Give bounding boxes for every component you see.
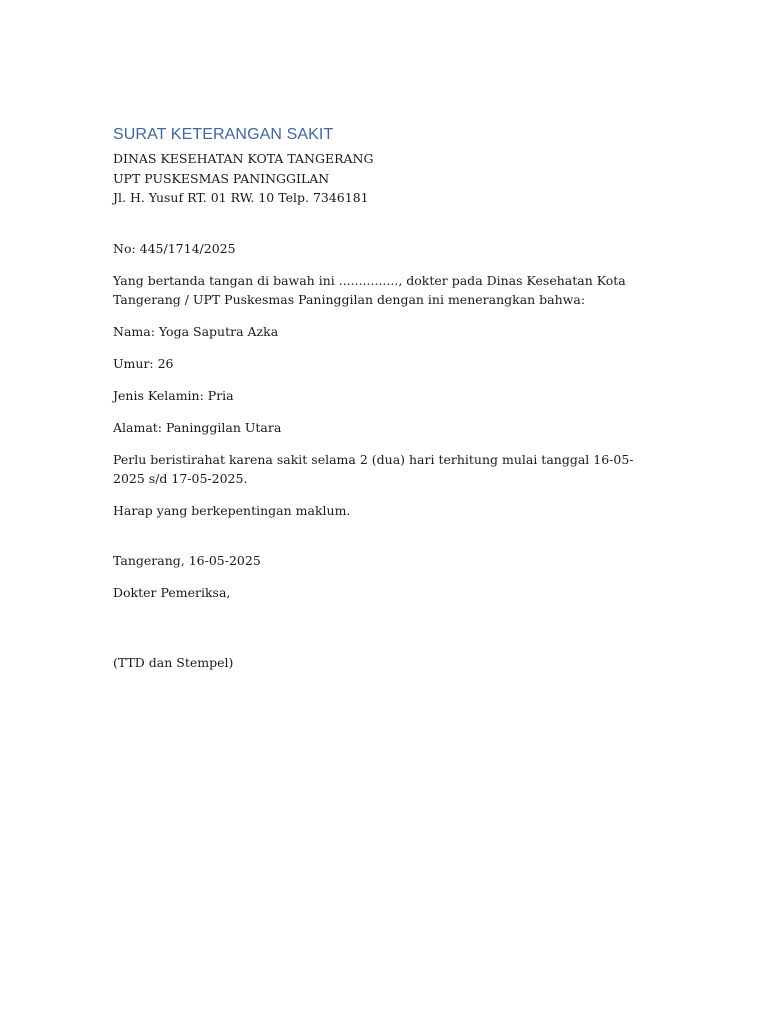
signer-title: Dokter Pemeriksa, [113, 584, 231, 600]
signature-stamp-note: (TTD dan Stempel) [113, 654, 234, 670]
letterhead-address: Jl. H. Yusuf RT. 01 RW. 10 Telp. 7346181 [113, 190, 369, 205]
sick-leave-statement: Perlu beristirahat karena sakit selama 2 (dua) hari terhitung mulai tanggal 16-05-2025 s/d 17-05-2025. [113, 451, 634, 486]
letterhead-agency: DINAS KESEHATAN KOTA TANGERANG [113, 151, 374, 166]
field-umur-value: 26 [157, 355, 174, 371]
field-alamat-label: Alamat: [113, 419, 166, 435]
field-umur [113, 354, 658, 373]
intro-paragraph: Yang bertanda tangan di bawah ini ..............., dokter pada Dinas Kesehatan Kota Tangerang / UPT Puskesmas Paninggilan dengan ini menerangkan bahwa: [113, 272, 626, 307]
field-alamat-value: Paninggilan Utara [166, 419, 282, 435]
field-nama-value: Yoga Saputra Azka [158, 323, 279, 339]
field-alamat [113, 418, 658, 437]
field-nama-label: Nama: [113, 323, 159, 339]
field-jenis-kelamin-label: Jenis Kelamin: [113, 387, 208, 403]
document-title: SURAT KETERANGAN SAKIT [113, 126, 334, 143]
field-jenis-kelamin [113, 386, 658, 405]
field-jenis-kelamin-value: Pria [207, 387, 234, 403]
field-umur-label: Umur: [113, 355, 158, 371]
field-nama [113, 322, 658, 341]
letter-number: No: 445/1714/2025 [113, 240, 236, 256]
closing-remark: Harap yang berkepentingan maklum. [113, 502, 351, 518]
letterhead [113, 149, 658, 208]
letterhead-unit: UPT PUSKESMAS PANINGGILAN [113, 170, 330, 186]
place-date: Tangerang, 16-05-2025 [113, 552, 261, 568]
letter-body [113, 124, 658, 672]
